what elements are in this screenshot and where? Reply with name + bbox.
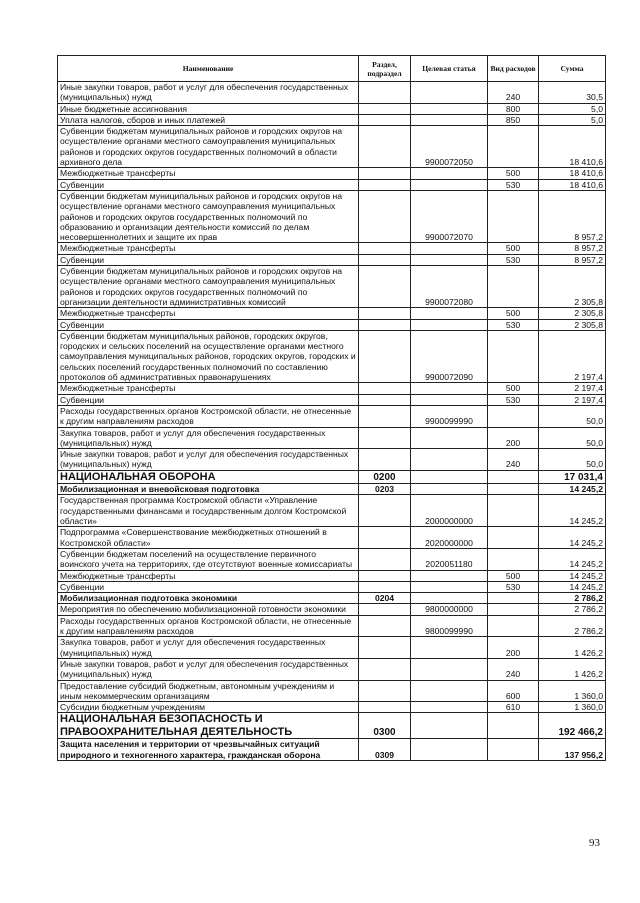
cell-section: [359, 405, 411, 427]
cell-sum: 2 786,2: [539, 604, 606, 615]
cell-sum: 2 305,8: [539, 319, 606, 330]
column-header-sum: Сумма: [539, 56, 606, 82]
table-row: [58, 82, 606, 104]
cell-sum: 14 245,2: [539, 495, 606, 527]
cell-kind: 500: [488, 243, 539, 254]
cell-kind: [488, 330, 539, 382]
cell-target: 9800099990: [411, 615, 488, 637]
cell-name: Субвенции: [58, 581, 359, 592]
cell-name: Мобилизационная подготовка экономики: [58, 593, 359, 604]
table-body: [58, 82, 606, 761]
cell-section: [359, 319, 411, 330]
cell-name: Межбюджетные трансферты: [58, 243, 359, 254]
column-header-name: Наименование: [58, 56, 359, 82]
cell-sum: 14 245,2: [539, 548, 606, 570]
cell-sum: 30,5: [539, 82, 606, 104]
cell-sum: 1 360,0: [539, 680, 606, 702]
cell-target: [411, 484, 488, 495]
cell-sum: 2 197,4: [539, 330, 606, 382]
cell-section: [359, 103, 411, 114]
cell-section: [359, 548, 411, 570]
cell-section: [359, 168, 411, 179]
cell-kind: 500: [488, 168, 539, 179]
cell-section: [359, 266, 411, 308]
cell-kind: 600: [488, 680, 539, 702]
table-row: [58, 103, 606, 114]
table-row: [58, 495, 606, 527]
cell-name: Предоставление субсидий бюджетным, автономным учреждениям и иным некоммерческим организациям: [58, 680, 359, 702]
cell-sum: 18 410,6: [539, 179, 606, 190]
table-row: [58, 266, 606, 308]
cell-kind: 240: [488, 449, 539, 471]
cell-target: [411, 383, 488, 394]
cell-section: [359, 394, 411, 405]
cell-section: [359, 702, 411, 713]
cell-target: 2020000000: [411, 527, 488, 549]
cell-sum: 8 957,2: [539, 243, 606, 254]
cell-section: [359, 82, 411, 104]
cell-kind: [488, 495, 539, 527]
table-row: [58, 330, 606, 382]
cell-target: [411, 254, 488, 265]
cell-sum: 8 957,2: [539, 190, 606, 242]
cell-target: [411, 243, 488, 254]
cell-kind: 240: [488, 658, 539, 680]
cell-target: 2020051180: [411, 548, 488, 570]
cell-kind: 610: [488, 702, 539, 713]
table-row: [58, 604, 606, 615]
table-row: [58, 449, 606, 471]
cell-kind: 850: [488, 114, 539, 125]
cell-sum: 14 245,2: [539, 570, 606, 581]
cell-target: [411, 593, 488, 604]
cell-kind: [488, 527, 539, 549]
cell-target: [411, 581, 488, 592]
cell-kind: [488, 739, 539, 761]
cell-section: [359, 308, 411, 319]
cell-target: [411, 103, 488, 114]
cell-section: [359, 604, 411, 615]
cell-target: 9900072050: [411, 126, 488, 168]
cell-sum: 1 360,0: [539, 702, 606, 713]
cell-target: 9800000000: [411, 604, 488, 615]
cell-section: [359, 637, 411, 659]
cell-sum: 5,0: [539, 114, 606, 125]
cell-name: Субвенции бюджетам муниципальных районов и городских округов на осуществление органами местного самоуправления муниципальных районов и городских округов государственных полномочий в области архивного дела: [58, 126, 359, 168]
cell-kind: [488, 126, 539, 168]
cell-sum: 5,0: [539, 103, 606, 114]
table-row: [58, 680, 606, 702]
cell-kind: [488, 604, 539, 615]
cell-kind: 240: [488, 82, 539, 104]
cell-name: Закупка товаров, работ и услуг для обеспечения государственных (муниципальных) нужд: [58, 427, 359, 449]
table-row: [58, 126, 606, 168]
cell-section: [359, 615, 411, 637]
cell-name: Субвенции бюджетам муниципальных районов, городских округов, городских и сельских поселений на осуществление органами местного самоуправления муниципальных районов, городских округов, городских и сельских поселений государственных полномочий по составлению протоколов об административных правонарушениях: [58, 330, 359, 382]
cell-section: [359, 190, 411, 242]
cell-name: Иные бюджетные ассигнования: [58, 103, 359, 114]
cell-sum: 14 245,2: [539, 484, 606, 495]
cell-target: [411, 319, 488, 330]
cell-name: Субвенции: [58, 254, 359, 265]
cell-kind: 200: [488, 637, 539, 659]
table-row: [58, 405, 606, 427]
table-row: [58, 658, 606, 680]
cell-target: [411, 470, 488, 484]
cell-target: 9900072090: [411, 330, 488, 382]
cell-name: Межбюджетные трансферты: [58, 383, 359, 394]
cell-section: [359, 581, 411, 592]
table-row: [58, 168, 606, 179]
cell-kind: 530: [488, 254, 539, 265]
cell-name: Закупка товаров, работ и услуг для обеспечения государственных (муниципальных) нужд: [58, 637, 359, 659]
cell-name: НАЦИОНАЛЬНАЯ ОБОРОНА: [58, 470, 359, 484]
cell-target: [411, 427, 488, 449]
cell-target: [411, 702, 488, 713]
cell-kind: 530: [488, 581, 539, 592]
cell-target: [411, 308, 488, 319]
cell-target: 9900072070: [411, 190, 488, 242]
cell-name: Защита населения и территории от чрезвычайных ситуаций природного и техногенного характера, гражданская оборона: [58, 739, 359, 761]
table-header-row: [58, 56, 606, 82]
table-row: [58, 254, 606, 265]
cell-kind: [488, 470, 539, 484]
cell-name: Уплата налогов, сборов и иных платежей: [58, 114, 359, 125]
cell-kind: [488, 484, 539, 495]
cell-kind: [488, 190, 539, 242]
cell-kind: 530: [488, 319, 539, 330]
cell-sum: 192 466,2: [539, 713, 606, 739]
column-header-kind: Вид расходов: [488, 56, 539, 82]
cell-sum: 2 197,4: [539, 394, 606, 405]
cell-kind: 500: [488, 308, 539, 319]
cell-name: Субсидии бюджетным учреждениям: [58, 702, 359, 713]
cell-sum: 14 245,2: [539, 581, 606, 592]
cell-target: [411, 449, 488, 471]
cell-sum: 50,0: [539, 449, 606, 471]
cell-name: Субвенции: [58, 319, 359, 330]
cell-kind: 500: [488, 570, 539, 581]
cell-section: [359, 179, 411, 190]
table-row: [58, 593, 606, 604]
cell-section: [359, 680, 411, 702]
cell-target: [411, 570, 488, 581]
table-row: [58, 570, 606, 581]
cell-kind: [488, 405, 539, 427]
cell-section: [359, 126, 411, 168]
cell-target: [411, 179, 488, 190]
table-row: [58, 114, 606, 125]
cell-sum: 50,0: [539, 427, 606, 449]
cell-section: 0203: [359, 484, 411, 495]
table-row: [58, 581, 606, 592]
cell-name: Иные закупки товаров, работ и услуг для обеспечения государственных (муниципальных) нужд: [58, 82, 359, 104]
table-row: [58, 319, 606, 330]
cell-name: Расходы государственных органов Костромской области, не отнесенные к другим направлениям расходов: [58, 615, 359, 637]
cell-name: Государственная программа Костромской области «Управление государственными финансами и государственным долгом Костромской области»: [58, 495, 359, 527]
table-row: [58, 190, 606, 242]
cell-sum: 1 426,2: [539, 637, 606, 659]
cell-section: [359, 383, 411, 394]
cell-section: [359, 570, 411, 581]
cell-target: [411, 168, 488, 179]
cell-section: [359, 495, 411, 527]
cell-target: [411, 713, 488, 739]
cell-name: Расходы государственных органов Костромской области, не отнесенные к другим направлениям расходов: [58, 405, 359, 427]
cell-sum: 8 957,2: [539, 254, 606, 265]
table-row: [58, 427, 606, 449]
table-row: [58, 394, 606, 405]
budget-table: [57, 55, 606, 761]
cell-kind: [488, 593, 539, 604]
cell-sum: 18 410,6: [539, 126, 606, 168]
cell-name: Субвенции бюджетам муниципальных районов и городских округов на осуществление органами местного самоуправления муниципальных районов и городских округов государственных полномочий по организации деятельности административных комиссий: [58, 266, 359, 308]
cell-section: [359, 658, 411, 680]
cell-section: [359, 243, 411, 254]
cell-sum: 2 786,2: [539, 615, 606, 637]
table-row: [58, 548, 606, 570]
cell-name: Подпрограмма «Совершенствование межбюджетных отношений в Костромской области»: [58, 527, 359, 549]
cell-section: 0300: [359, 713, 411, 739]
cell-kind: [488, 266, 539, 308]
cell-section: 0309: [359, 739, 411, 761]
cell-sum: 14 245,2: [539, 527, 606, 549]
cell-sum: 17 031,4: [539, 470, 606, 484]
cell-kind: 500: [488, 383, 539, 394]
table-row: [58, 470, 606, 484]
cell-name: НАЦИОНАЛЬНАЯ БЕЗОПАСНОСТЬ И ПРАВООХРАНИТЕЛЬНАЯ ДЕЯТЕЛЬНОСТЬ: [58, 713, 359, 739]
cell-kind: 800: [488, 103, 539, 114]
cell-name: Межбюджетные трансферты: [58, 168, 359, 179]
cell-section: [359, 449, 411, 471]
cell-target: [411, 114, 488, 125]
column-header-section: Раздел, подраздел: [359, 56, 411, 82]
cell-target: 9900072080: [411, 266, 488, 308]
cell-kind: [488, 713, 539, 739]
cell-name: Субвенции: [58, 179, 359, 190]
cell-kind: [488, 548, 539, 570]
cell-target: 2000000000: [411, 495, 488, 527]
cell-kind: 530: [488, 394, 539, 405]
cell-kind: 200: [488, 427, 539, 449]
cell-section: 0200: [359, 470, 411, 484]
cell-name: Мобилизационная и вневойсковая подготовка: [58, 484, 359, 495]
table-row: [58, 739, 606, 761]
cell-target: [411, 658, 488, 680]
cell-section: [359, 254, 411, 265]
table-row: [58, 484, 606, 495]
page-number: 93: [589, 837, 600, 849]
cell-target: [411, 82, 488, 104]
cell-name: Субвенции: [58, 394, 359, 405]
cell-sum: 2 305,8: [539, 308, 606, 319]
cell-kind: [488, 615, 539, 637]
cell-sum: 2 197,4: [539, 383, 606, 394]
cell-target: 9900099990: [411, 405, 488, 427]
cell-sum: 2 305,8: [539, 266, 606, 308]
cell-target: [411, 394, 488, 405]
cell-section: [359, 114, 411, 125]
cell-section: [359, 330, 411, 382]
cell-name: Субвенции бюджетам поселений на осуществление первичного воинского учета на территориях, где отсутствуют военные комиссариаты: [58, 548, 359, 570]
cell-sum: 2 786,2: [539, 593, 606, 604]
cell-target: [411, 680, 488, 702]
table-row: [58, 713, 606, 739]
cell-section: 0204: [359, 593, 411, 604]
cell-name: Межбюджетные трансферты: [58, 308, 359, 319]
cell-name: Мероприятия по обеспечению мобилизационной готовности экономики: [58, 604, 359, 615]
cell-kind: 530: [488, 179, 539, 190]
table-row: [58, 243, 606, 254]
table-row: [58, 179, 606, 190]
cell-name: Межбюджетные трансферты: [58, 570, 359, 581]
table-row: [58, 308, 606, 319]
cell-name: Иные закупки товаров, работ и услуг для обеспечения государственных (муниципальных) нужд: [58, 658, 359, 680]
table-row: [58, 615, 606, 637]
column-header-target: Целевая статья: [411, 56, 488, 82]
cell-section: [359, 527, 411, 549]
cell-target: [411, 637, 488, 659]
cell-section: [359, 427, 411, 449]
cell-name: Иные закупки товаров, работ и услуг для обеспечения государственных (муниципальных) нужд: [58, 449, 359, 471]
cell-sum: 50,0: [539, 405, 606, 427]
cell-sum: 1 426,2: [539, 658, 606, 680]
cell-sum: 18 410,6: [539, 168, 606, 179]
table-row: [58, 637, 606, 659]
table-row: [58, 383, 606, 394]
cell-name: Субвенции бюджетам муниципальных районов и городских округов на осуществление органами местного самоуправления муниципальных районов и городских округов государственных полномочий по образованию и организации деятельности комиссий по делам несовершеннолетних и защите их прав: [58, 190, 359, 242]
cell-target: [411, 739, 488, 761]
table-row: [58, 527, 606, 549]
cell-sum: 137 956,2: [539, 739, 606, 761]
table-row: [58, 702, 606, 713]
